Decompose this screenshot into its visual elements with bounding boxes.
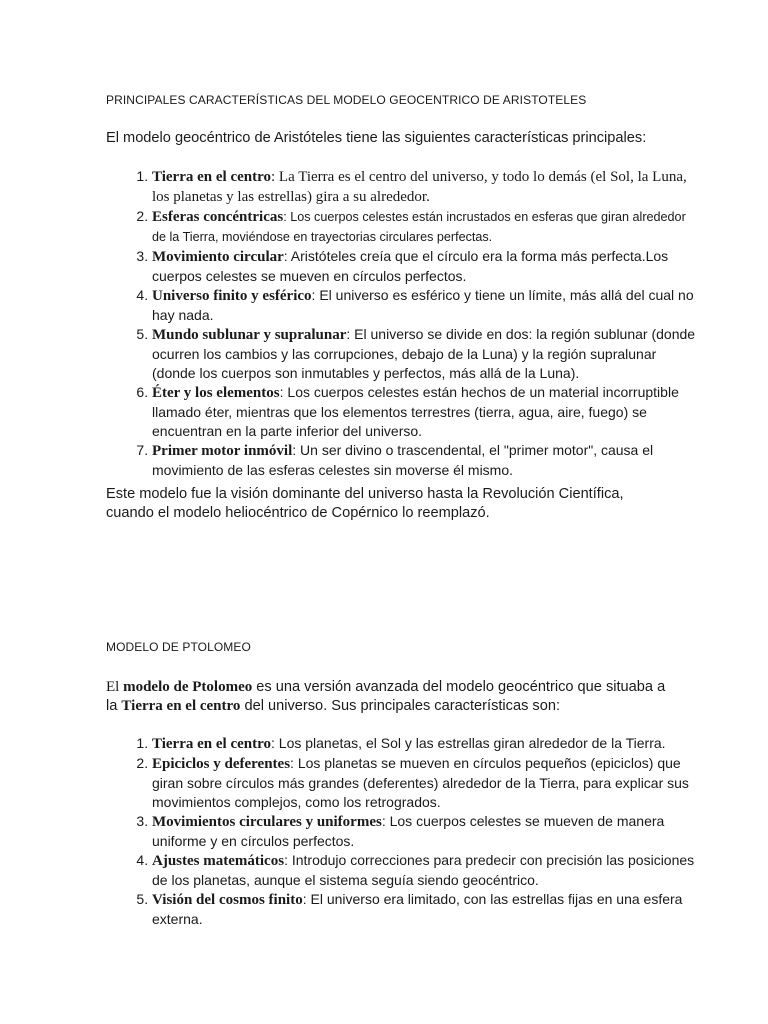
item-description: : Los cuerpos celestes están hechos de un material incorruptible llamado éter, mientras que los elementos terrestres (tierra, agua, aire, fuego) se encuentran en la parte inferior del universo. [152, 384, 679, 439]
section2-heading: MODELO DE PTOLOMEO [106, 640, 251, 654]
list-item [152, 734, 700, 754]
item-description: : Los cuerpos celestes se mueven de manera uniforme y en círculos perfectos. [152, 813, 665, 849]
section2-intro [106, 678, 666, 716]
list-item [152, 247, 700, 286]
list-item [152, 890, 700, 929]
intro-part: es una versión avanzada del modelo geocéntrico que situaba a la [106, 679, 666, 714]
item-term: Esferas concéntricas [152, 209, 284, 225]
item-term: Tierra en el centro [152, 736, 271, 752]
list-item [152, 207, 700, 247]
list-item [152, 441, 700, 480]
item-term: Primer motor inmóvil [152, 443, 293, 459]
list-item [152, 286, 700, 325]
item-term: Tierra en el centro [152, 169, 271, 185]
section1-intro: El modelo geocéntrico de Aristóteles tiene las siguientes características principales: [106, 130, 647, 146]
item-description: : Un ser divino o trascendental, el "primer motor", causa el movimiento de las esferas celestes sin moverse él mismo. [152, 442, 654, 478]
item-term: Mundo sublunar y supralunar [152, 327, 347, 343]
item-term: Visión del cosmos finito [152, 892, 303, 908]
item-description: : La Tierra es el centro del universo, y todo lo demás (el Sol, la Luna, los planetas y las estrellas) gira a su alrededor. [152, 169, 687, 205]
item-description: : El universo se divide en dos: la región sublunar (donde ocurren los cambios y las corrupciones, debajo de la Luna) y la región supralunar (donde los cuerpos son inmutables y perfectos, más allá de la Luna). [152, 326, 696, 381]
item-term: Éter y los elementos [152, 385, 280, 401]
intro-emphasis: Tierra en el centro [121, 698, 241, 714]
item-term: Epiciclos y deferentes [152, 756, 291, 772]
list-item [152, 167, 700, 207]
intro-emphasis: modelo de Ptolomeo [123, 679, 253, 695]
item-description: : Introdujo correcciones para predecir con precisión las posiciones de los planetas, aunque el sistema seguía siendo geocéntrico. [152, 852, 695, 888]
list-item [152, 851, 700, 890]
item-term: Universo finito y esférico [152, 288, 312, 304]
list-item [152, 325, 700, 383]
item-term: Movimientos circulares y uniformes [152, 814, 382, 830]
section1-heading: PRINCIPALES CARACTERÍSTICAS DEL MODELO GEOCENTRICO DE ARISTOTELES [106, 93, 587, 107]
item-term: Ajustes matemáticos [152, 853, 285, 869]
item-description: : El universo era limitado, con las estrellas fijas en una esfera externa. [152, 891, 683, 927]
item-description: : Los planetas, el Sol y las estrellas giran alrededor de la Tierra. [271, 735, 666, 751]
list-item [152, 383, 700, 441]
list-item [152, 812, 700, 851]
item-description: : Los planetas se mueven en círculos pequeños (epiciclos) que giran sobre círculos más grandes (deferentes) alrededor de la Tierra, para explicar sus movimientos complejos, como los retrogrados. [152, 755, 689, 810]
intro-part: El [106, 679, 124, 695]
item-description: : El universo es esférico y tiene un límite, más allá del cual no hay nada. [152, 287, 694, 323]
item-term: Movimiento circular [152, 249, 284, 265]
aristotle-characteristics-list [106, 167, 700, 480]
section1-closing: Este modelo fue la visión dominante del universo hasta la Revolución Científica, cuando el modelo heliocéntrico de Copérnico lo reemplazó. [106, 486, 624, 521]
item-description: : Los cuerpos celestes están incrustados en esferas que giran alrededor de la Tierra, moviéndose en trayectorias circulares perfectas. [152, 210, 686, 244]
ptolemy-characteristics-list [106, 734, 700, 929]
list-item [152, 754, 700, 812]
item-description: : Aristóteles creía que el círculo era la forma más perfecta.Los cuerpos celestes se mueven en círculos perfectos. [152, 248, 669, 284]
intro-part: del universo. Sus principales características son: [240, 698, 561, 714]
